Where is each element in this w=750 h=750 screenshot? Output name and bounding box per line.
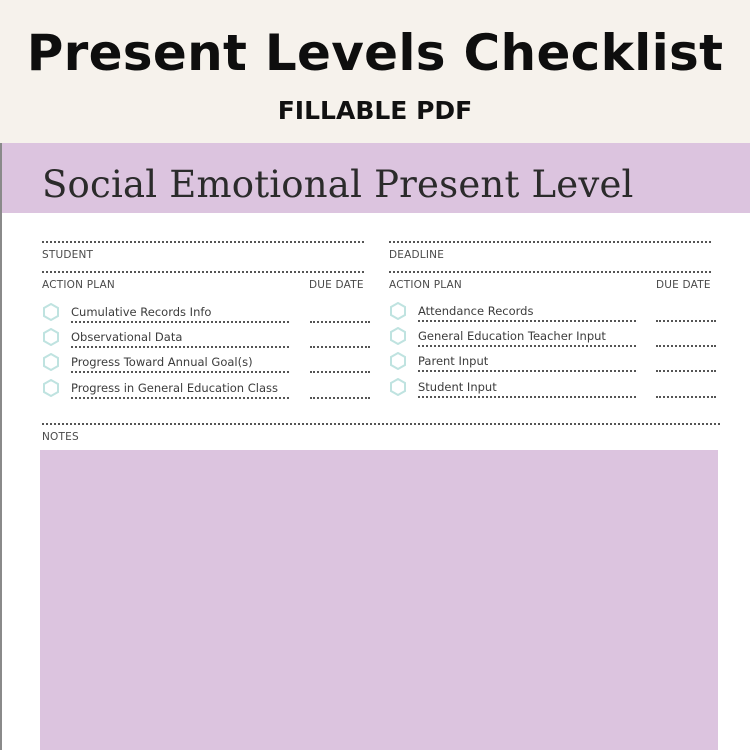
checklist-item-underline	[71, 371, 289, 373]
checklist-sheet	[0, 143, 750, 750]
sheet-title: Social Emotional Present Level	[42, 163, 634, 206]
due-date-field[interactable]	[310, 371, 370, 373]
due-date-field[interactable]	[656, 320, 716, 322]
checklist-item-label: General Education Teacher Input	[418, 329, 606, 343]
checklist-item-underline	[418, 396, 636, 398]
due-date-field[interactable]	[656, 370, 716, 372]
deadline-field[interactable]	[389, 241, 711, 243]
checklist-item-underline	[418, 370, 636, 372]
due-date-field[interactable]	[310, 346, 370, 348]
hexagon-checkbox-icon[interactable]	[42, 353, 60, 371]
checklist-item-label: Observational Data	[71, 330, 183, 344]
student-label: STUDENT	[42, 249, 94, 261]
checklist-item-label: Parent Input	[418, 354, 489, 368]
checklist-item-label: Cumulative Records Info	[71, 305, 212, 319]
notes-divider	[42, 423, 720, 425]
banner	[0, 0, 750, 143]
checklist-item-label: Progress in General Education Class	[71, 381, 279, 395]
checklist-item-underline	[418, 320, 636, 322]
hexagon-checkbox-icon[interactable]	[389, 302, 407, 320]
due-date-label-right: DUE DATE	[656, 279, 711, 291]
checklist-item-label: Progress Toward Annual Goal(s)	[71, 355, 253, 369]
notes-label: NOTES	[42, 431, 79, 443]
due-date-label-left: DUE DATE	[309, 279, 364, 291]
divider	[42, 271, 364, 273]
checklist-item-underline	[418, 345, 636, 347]
checklist-item-underline	[71, 397, 289, 399]
due-date-field[interactable]	[656, 345, 716, 347]
action-plan-label-right: ACTION PLAN	[389, 279, 462, 291]
hexagon-checkbox-icon[interactable]	[389, 352, 407, 370]
student-field[interactable]	[42, 241, 364, 243]
checklist-item-underline	[71, 346, 289, 348]
hexagon-checkbox-icon[interactable]	[42, 303, 60, 321]
hexagon-checkbox-icon[interactable]	[42, 379, 60, 397]
notes-field[interactable]	[40, 450, 718, 750]
hexagon-checkbox-icon[interactable]	[389, 327, 407, 345]
banner-title: Present Levels Checklist	[26, 24, 724, 82]
deadline-label: DEADLINE	[389, 249, 445, 261]
banner-subtitle: FILLABLE PDF	[277, 96, 473, 125]
checklist-item-label: Student Input	[418, 380, 497, 394]
sheet-header	[2, 143, 750, 213]
checklist-item-label: Attendance Records	[418, 304, 534, 318]
due-date-field[interactable]	[656, 396, 716, 398]
divider	[389, 271, 711, 273]
hexagon-checkbox-icon[interactable]	[42, 328, 60, 346]
action-plan-label-left: ACTION PLAN	[42, 279, 115, 291]
checklist-item-underline	[71, 321, 289, 323]
due-date-field[interactable]	[310, 321, 370, 323]
due-date-field[interactable]	[310, 397, 370, 399]
hexagon-checkbox-icon[interactable]	[389, 378, 407, 396]
